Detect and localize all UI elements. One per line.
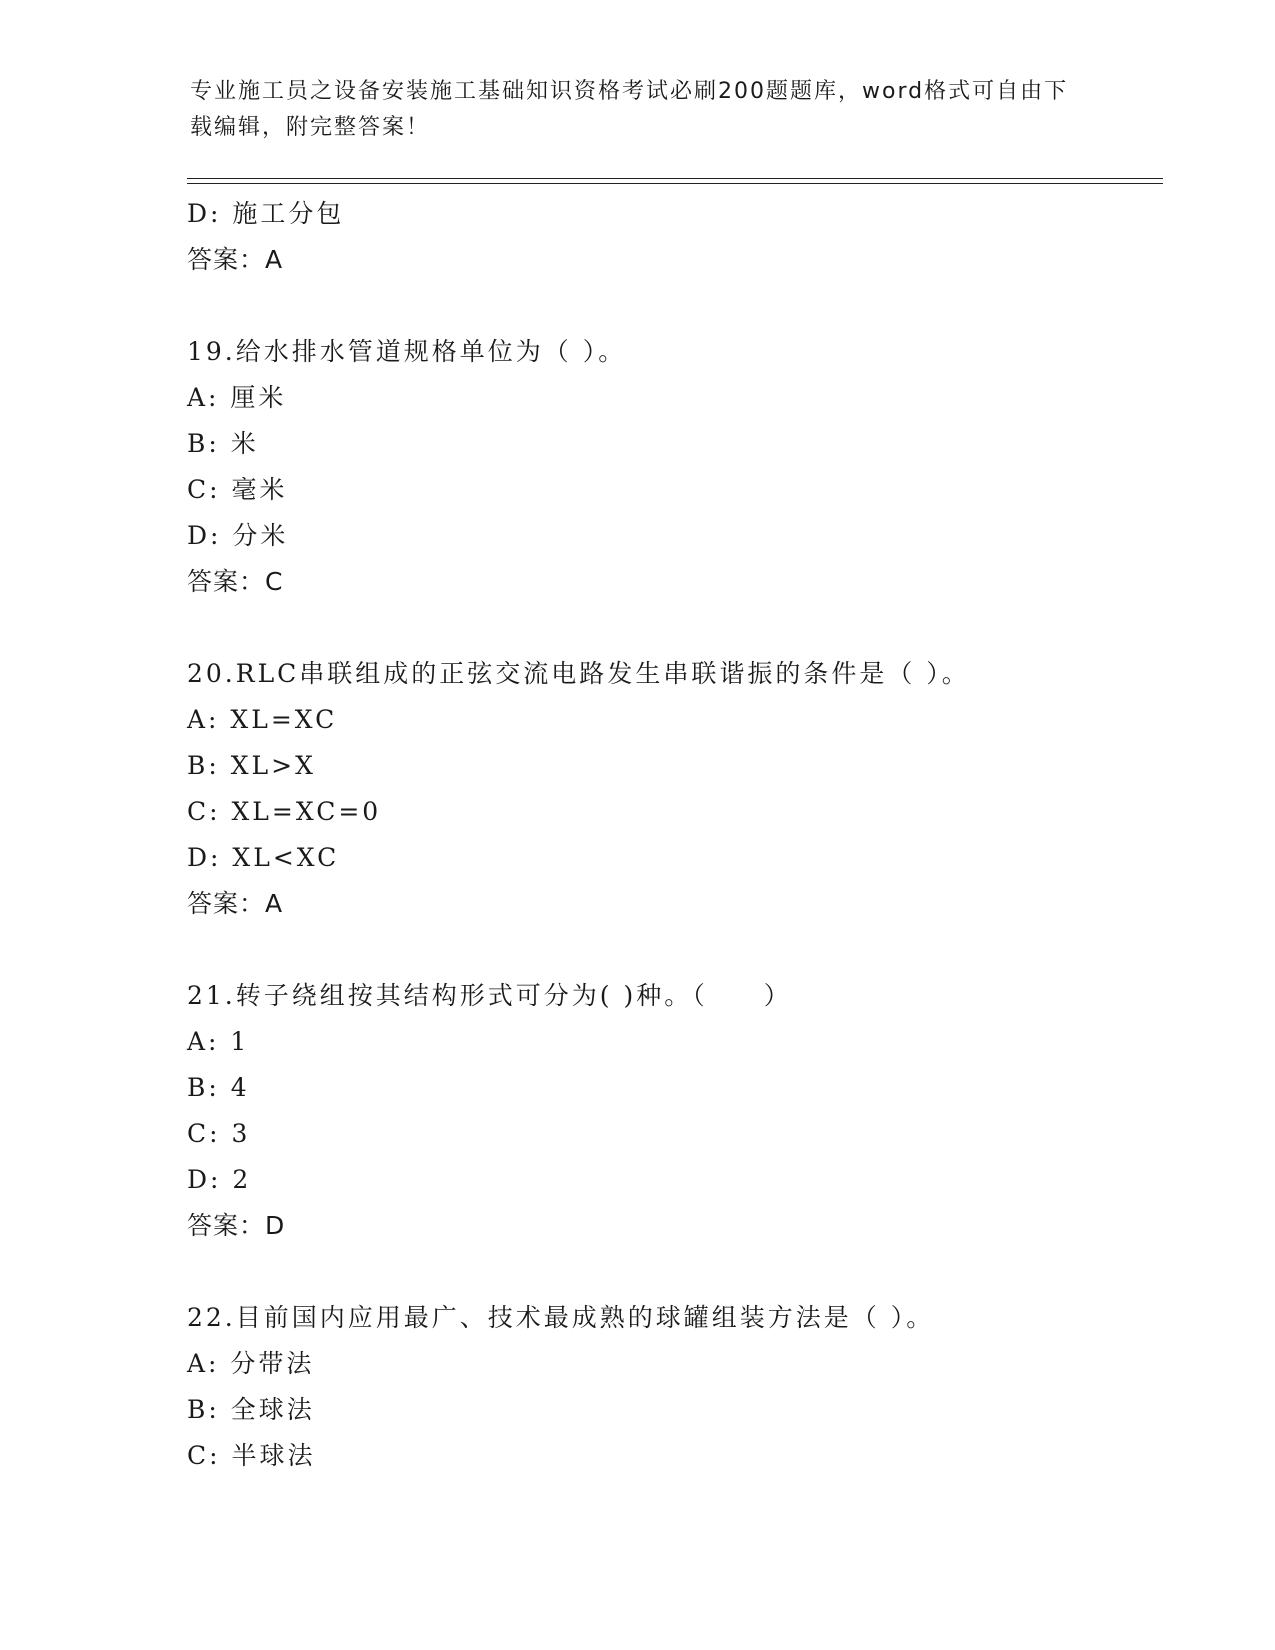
question-22 <box>187 1295 1167 1479</box>
option-a: A: XL=XC <box>187 705 338 734</box>
option-c: C: XL=XC=0 <box>187 797 382 826</box>
question-21 <box>187 973 1167 1249</box>
question-list <box>187 191 1167 1479</box>
question-20 <box>187 651 1167 927</box>
option-d: D: 施工分包 <box>187 199 345 228</box>
option-c: C: 半球法 <box>187 1441 316 1470</box>
option-b: B: 4 <box>187 1073 250 1102</box>
option-b: B: 米 <box>187 429 259 458</box>
header-divider-bottom <box>187 183 1163 184</box>
option-d: D: XL<XC <box>187 843 340 872</box>
answer: 答案：D <box>187 1211 286 1240</box>
question-stem: 21.转子绕组按其结构形式可分为( )种。（ ） <box>187 981 792 1010</box>
option-b: B: XL>X <box>187 751 316 780</box>
option-d: D: 2 <box>187 1165 252 1194</box>
document-title: 专业施工员之设备安装施工基础知识资格考试必刷200题题库，word格式可自由下载编辑，附完整答案！ <box>190 79 1069 140</box>
document-header <box>190 74 1070 146</box>
answer: 答案：A <box>187 245 284 274</box>
option-c: C: 3 <box>187 1119 251 1148</box>
question-stem: 20.RLC串联组成的正弦交流电路发生串联谐振的条件是（ ）。 <box>187 659 970 688</box>
answer: 答案：A <box>187 889 284 918</box>
question-stem: 19.给水排水管道规格单位为（ ）。 <box>187 337 627 366</box>
option-a: A: 厘米 <box>187 383 287 412</box>
header-divider-top <box>187 178 1163 179</box>
question-18-tail <box>187 191 1167 283</box>
question-19 <box>187 329 1167 605</box>
option-b: B: 全球法 <box>187 1395 315 1424</box>
option-c: C: 毫米 <box>187 475 288 504</box>
answer: 答案：C <box>187 567 284 596</box>
option-d: D: 分米 <box>187 521 289 550</box>
question-stem: 22.目前国内应用最广、技术最成熟的球罐组装方法是（ ）。 <box>187 1303 935 1332</box>
option-a: A: 分带法 <box>187 1349 315 1378</box>
option-a: A: 1 <box>187 1027 250 1056</box>
